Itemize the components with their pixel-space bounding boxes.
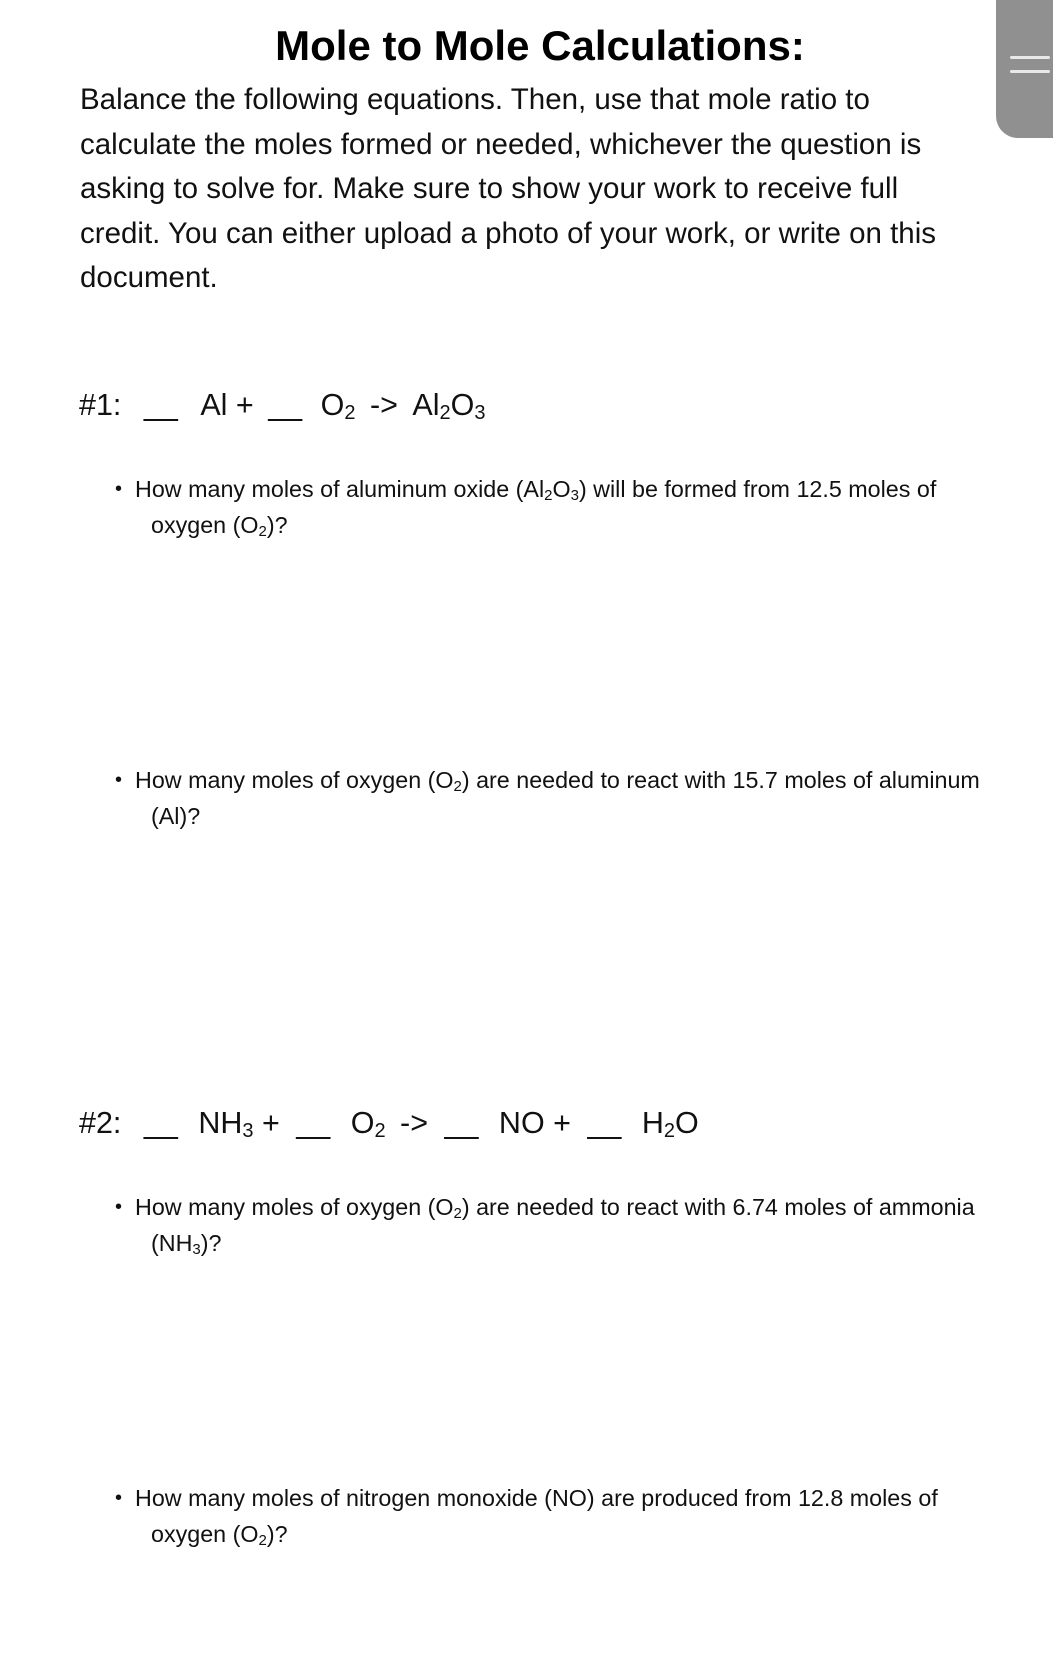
product-no: NO + xyxy=(498,1106,571,1140)
coefficient-blank: __ xyxy=(143,1106,178,1140)
bullet: • xyxy=(115,1487,123,1509)
instructions-line: calculate the moles formed or needed, whichever the question is xyxy=(80,127,922,161)
coefficient-blank: __ xyxy=(587,1106,622,1140)
page-title: Mole to Mole Calculations: xyxy=(275,22,805,69)
bullet: • xyxy=(115,769,123,791)
reactant-o2: $O_2$ xyxy=(320,388,356,424)
instructions-line: asking to solve for. Make sure to show your work to receive full xyxy=(80,172,899,205)
problem-2-label: #2: xyxy=(79,1106,122,1140)
question-1b: • How many moles of oxygen $(O_2)$ are needed to react with 15.7 moles of aluminum (Al)? xyxy=(115,762,980,834)
grip-line-bottom xyxy=(1010,70,1050,73)
problem-1-label: #1: xyxy=(79,388,122,422)
instructions-line: document. xyxy=(80,261,218,294)
instructions-line: Balance the following equations. Then, use that mole ratio to xyxy=(80,83,870,116)
reactant-nh3: $NH_3$ xyxy=(198,1106,254,1142)
product-h2o: $H_2O$ xyxy=(641,1106,699,1142)
question-1a: • How many moles of aluminum oxide $(Al_2O_3)$ will be formed from 12.5 moles of oxygen $(O_2)$? xyxy=(115,471,936,543)
reaction-arrow: -> xyxy=(369,388,398,422)
coefficient-blank: __ xyxy=(444,1106,479,1140)
reactant-al: Al + xyxy=(200,388,254,422)
instructions xyxy=(80,78,980,301)
bullet: • xyxy=(115,1196,123,1218)
coefficient-blank: __ xyxy=(268,388,303,422)
reaction-arrow: -> xyxy=(400,1106,429,1140)
reactant-o2: $O_2$ xyxy=(350,1106,386,1142)
plus-sign: + xyxy=(261,1106,280,1140)
bullet: • xyxy=(115,478,123,500)
question-2a: • How many moles of oxygen $(O_2)$ are needed to react with 6.74 moles of ammonia $(NH_3)$? xyxy=(115,1189,975,1261)
coefficient-blank: __ xyxy=(296,1106,331,1140)
equation-2 xyxy=(79,1106,699,1141)
product-al2o3: $Al_2O_3$ xyxy=(412,388,486,424)
question-2b: • How many moles of nitrogen monoxide (NO) are produced from 12.8 moles of oxygen $(O_2)$? xyxy=(115,1480,938,1552)
instructions-line: credit. You can either upload a photo of your work, or write on this xyxy=(80,216,937,250)
coefficient-blank: __ xyxy=(143,388,178,422)
equation-1 xyxy=(79,388,486,423)
